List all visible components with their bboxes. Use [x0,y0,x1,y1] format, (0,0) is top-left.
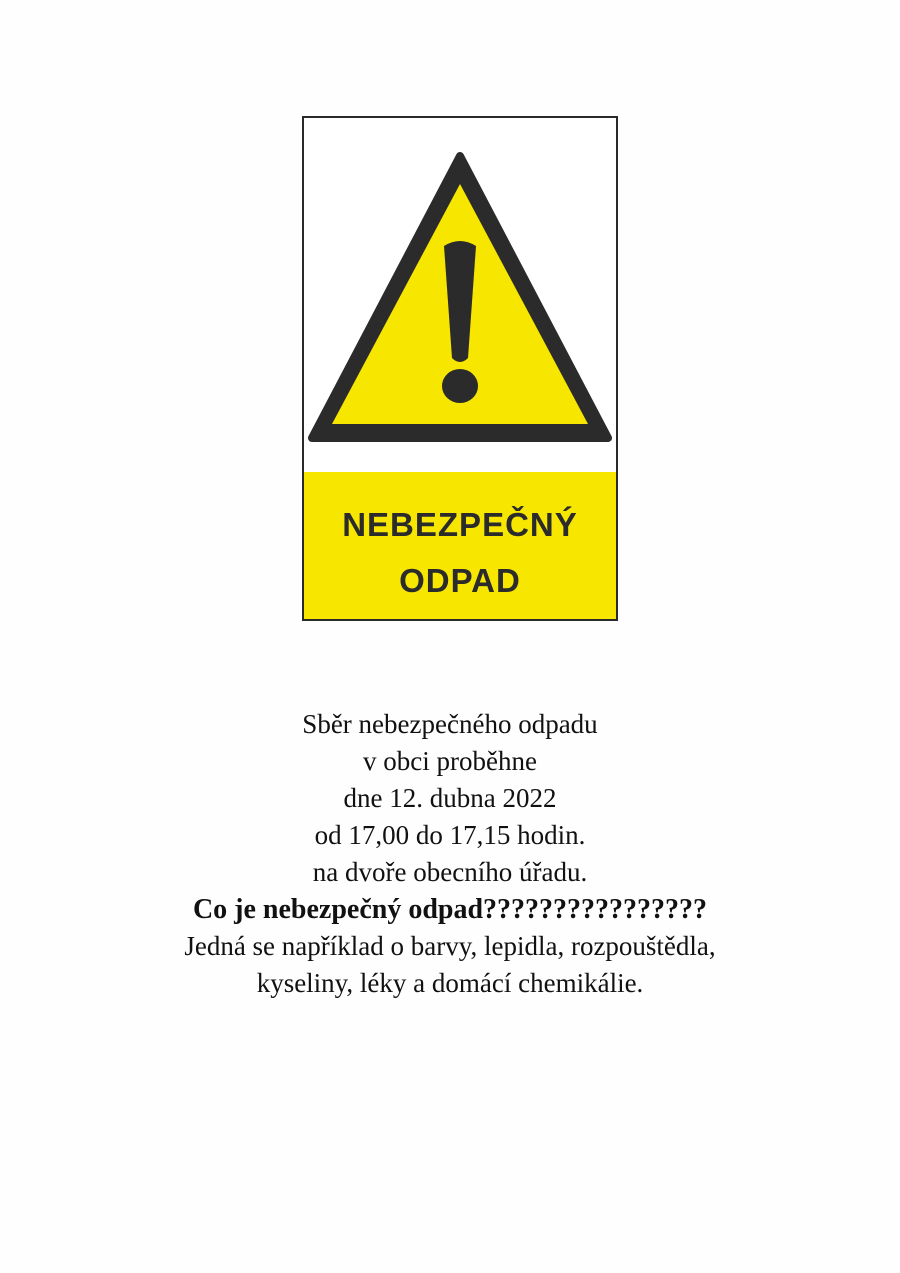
warning-triangle-icon [304,118,616,470]
sign-title-line2: ODPAD [399,562,521,599]
hazard-sign [302,116,618,621]
notice-answer-line2: kyseliny, léky a domácí chemikálie. [256,968,644,998]
sign-symbol-area [304,118,616,470]
notice-line-collection: Sběr nebezpečného odpadu [302,709,598,739]
sign-title-line1: NEBEZPEČNÝ [342,506,578,543]
notice-text [0,706,900,1002]
notice-line-time: od 17,00 do 17,15 hodin. [314,820,586,850]
sign-label-panel [304,472,616,619]
notice-line-date: dne 12. dubna 2022 [343,783,557,813]
notice-line-location: v obci proběhne [363,746,537,776]
notice-answer-line1: Jedná se například o barvy, lepidla, rozpouštědla, [184,931,716,961]
notice-question: Co je nebezpečný odpad???????????????? [192,894,708,925]
notice-line-place: na dvoře obecního úřadu. [312,857,588,887]
